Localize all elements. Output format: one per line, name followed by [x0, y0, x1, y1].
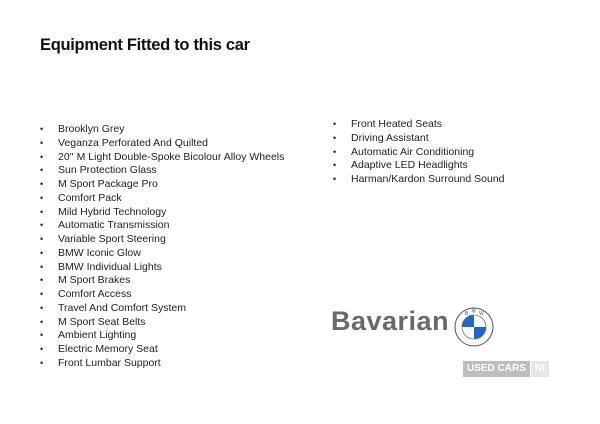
- equipment-item: • Electric Memory Seat: [40, 343, 284, 357]
- bmw-roundel-logo: [454, 307, 494, 347]
- equipment-item: • M Sport Brakes: [40, 274, 284, 288]
- svg-text:M: M: [471, 308, 476, 315]
- used-cars-label: USED CARS: [463, 361, 530, 377]
- equipment-item: • Sun Protection Glass: [40, 164, 284, 178]
- used-cars-ni-badge: [463, 361, 549, 377]
- equipment-item: • Driving Assistant: [333, 132, 505, 146]
- equipment-item: • BMW Individual Lights: [40, 261, 284, 275]
- equipment-list-right: [333, 118, 505, 187]
- bavarian-logo-text: Bavarian: [331, 306, 450, 336]
- svg-text:W: W: [479, 311, 484, 317]
- equipment-item: • Variable Sport Steering: [40, 233, 284, 247]
- page-title: Equipment Fitted to this car: [40, 36, 250, 54]
- equipment-item: • BMW Iconic Glow: [40, 247, 284, 261]
- svg-text:B: B: [465, 311, 469, 317]
- equipment-item: • Brooklyn Grey: [40, 123, 284, 137]
- equipment-item: • Ambient Lighting: [40, 329, 284, 343]
- equipment-item: • 20'' M Light Double-Spoke Bicolour Alloy Wheels: [40, 151, 284, 165]
- ni-label: NI: [531, 361, 549, 377]
- equipment-item: • Front Heated Seats: [333, 118, 505, 132]
- equipment-item: • Automatic Air Conditioning: [333, 146, 505, 160]
- equipment-item: • Travel And Comfort System: [40, 302, 284, 316]
- equipment-item: • Automatic Transmission: [40, 219, 284, 233]
- equipment-item: • M Sport Seat Belts: [40, 316, 284, 330]
- equipment-item: • Mild Hybrid Technology: [40, 206, 284, 220]
- equipment-item: • M Sport Package Pro: [40, 178, 284, 192]
- equipment-list-left: [40, 123, 284, 371]
- equipment-item: • Front Lumbar Support: [40, 357, 284, 371]
- equipment-item: • Adaptive LED Headlights: [333, 159, 505, 173]
- equipment-item: • Comfort Access: [40, 288, 284, 302]
- equipment-item: • Veganza Perforated And Quilted: [40, 137, 284, 151]
- equipment-item: • Harman/Kardon Surround Sound: [333, 173, 505, 187]
- equipment-item: • Comfort Pack: [40, 192, 284, 206]
